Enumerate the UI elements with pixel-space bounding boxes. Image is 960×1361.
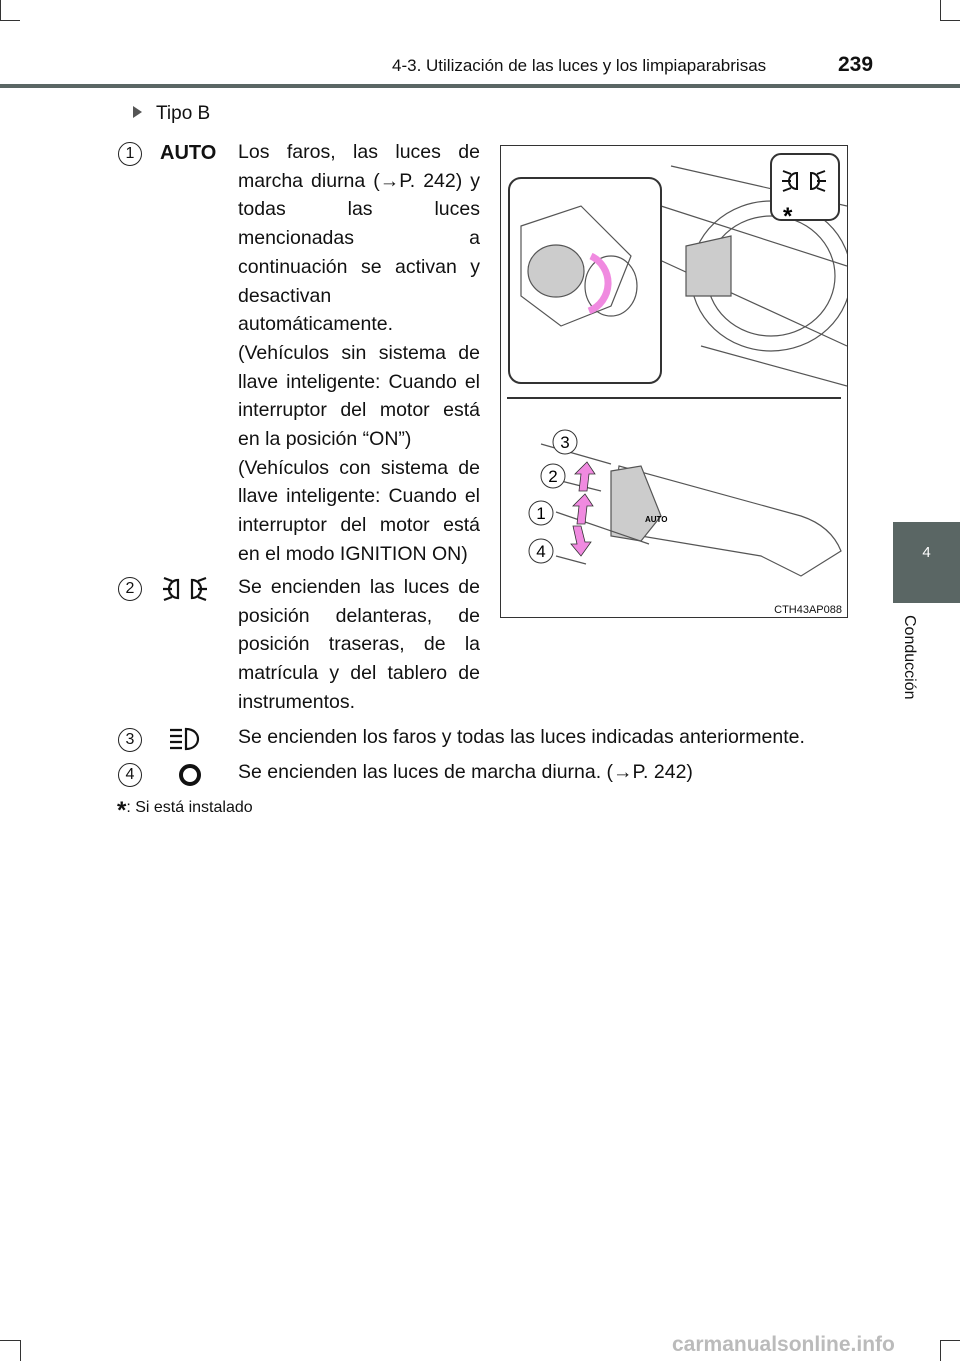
item-3-description: Se encienden los faros y todas las luces indicadas anteriormente.: [238, 726, 805, 748]
auto-icon: AUTO: [160, 142, 217, 164]
subheading-text: Tipo B: [156, 103, 211, 124]
item-1-description: [238, 138, 480, 569]
illustration: [500, 145, 848, 618]
installed-star: *: [783, 203, 793, 230]
crop-mark: [940, 20, 960, 21]
crop-mark: [940, 1340, 941, 1361]
chapter-label: Conducción: [901, 615, 918, 700]
position-label: 4: [536, 542, 546, 561]
page-number: 239: [838, 53, 874, 76]
crop-mark: [0, 0, 1, 20]
crop-mark: [20, 1340, 21, 1361]
footnote-text: : Si está instalado: [126, 799, 253, 816]
paragraph: Los faros, las luces de marcha diurna (→P. 242) y todas las luces mencionadas a continuación se activan y desactivan automáticamente.: [238, 141, 480, 336]
light-switch-illustration: [501, 146, 847, 617]
item-number: 1: [118, 142, 142, 166]
watermark: carmanualsonline.info: [672, 1333, 895, 1356]
crop-mark: [940, 0, 941, 20]
position-label: 3: [560, 433, 570, 452]
position-label: 1: [536, 504, 546, 523]
headlight-icon: [160, 726, 210, 752]
footnote: [117, 797, 253, 825]
parking-lights-icon: [160, 576, 210, 602]
item-2-description: Se encienden las luces de posición delanteras, de posición traseras, de la matrícula y del tablero de instrumentos.: [238, 576, 480, 713]
item-number: 2: [118, 577, 142, 601]
crop-mark: [940, 1340, 960, 1341]
section-title: 4-3. Utilización de las luces y los limpiaparabrisas: [392, 56, 767, 75]
triangle-bullet-icon: [133, 106, 142, 118]
position-label: 2: [548, 467, 558, 486]
crop-mark: [0, 1340, 20, 1341]
item-number: 3: [118, 728, 142, 752]
item-number: 4: [118, 763, 142, 787]
paragraph: (Vehículos sin sistema de llave inteligente: Cuando el interruptor del motor está en la posición “ON”): [238, 341, 480, 451]
footnote-mark: *: [117, 797, 127, 824]
chapter-tab: 4: [893, 522, 960, 603]
paragraph: (Vehículos con sistema de llave inteligente: Cuando el interruptor del motor está en el modo IGNITION ON): [238, 456, 480, 565]
auto-label: AUTO: [645, 515, 668, 524]
figure-code: CTH43AP088: [774, 604, 842, 616]
drl-icon: [160, 762, 210, 788]
crop-mark: [0, 20, 20, 21]
header-divider: [0, 84, 960, 88]
item-4-description: Se encienden las luces de marcha diurna. (→P. 242): [238, 761, 693, 783]
subheading: [133, 103, 210, 125]
